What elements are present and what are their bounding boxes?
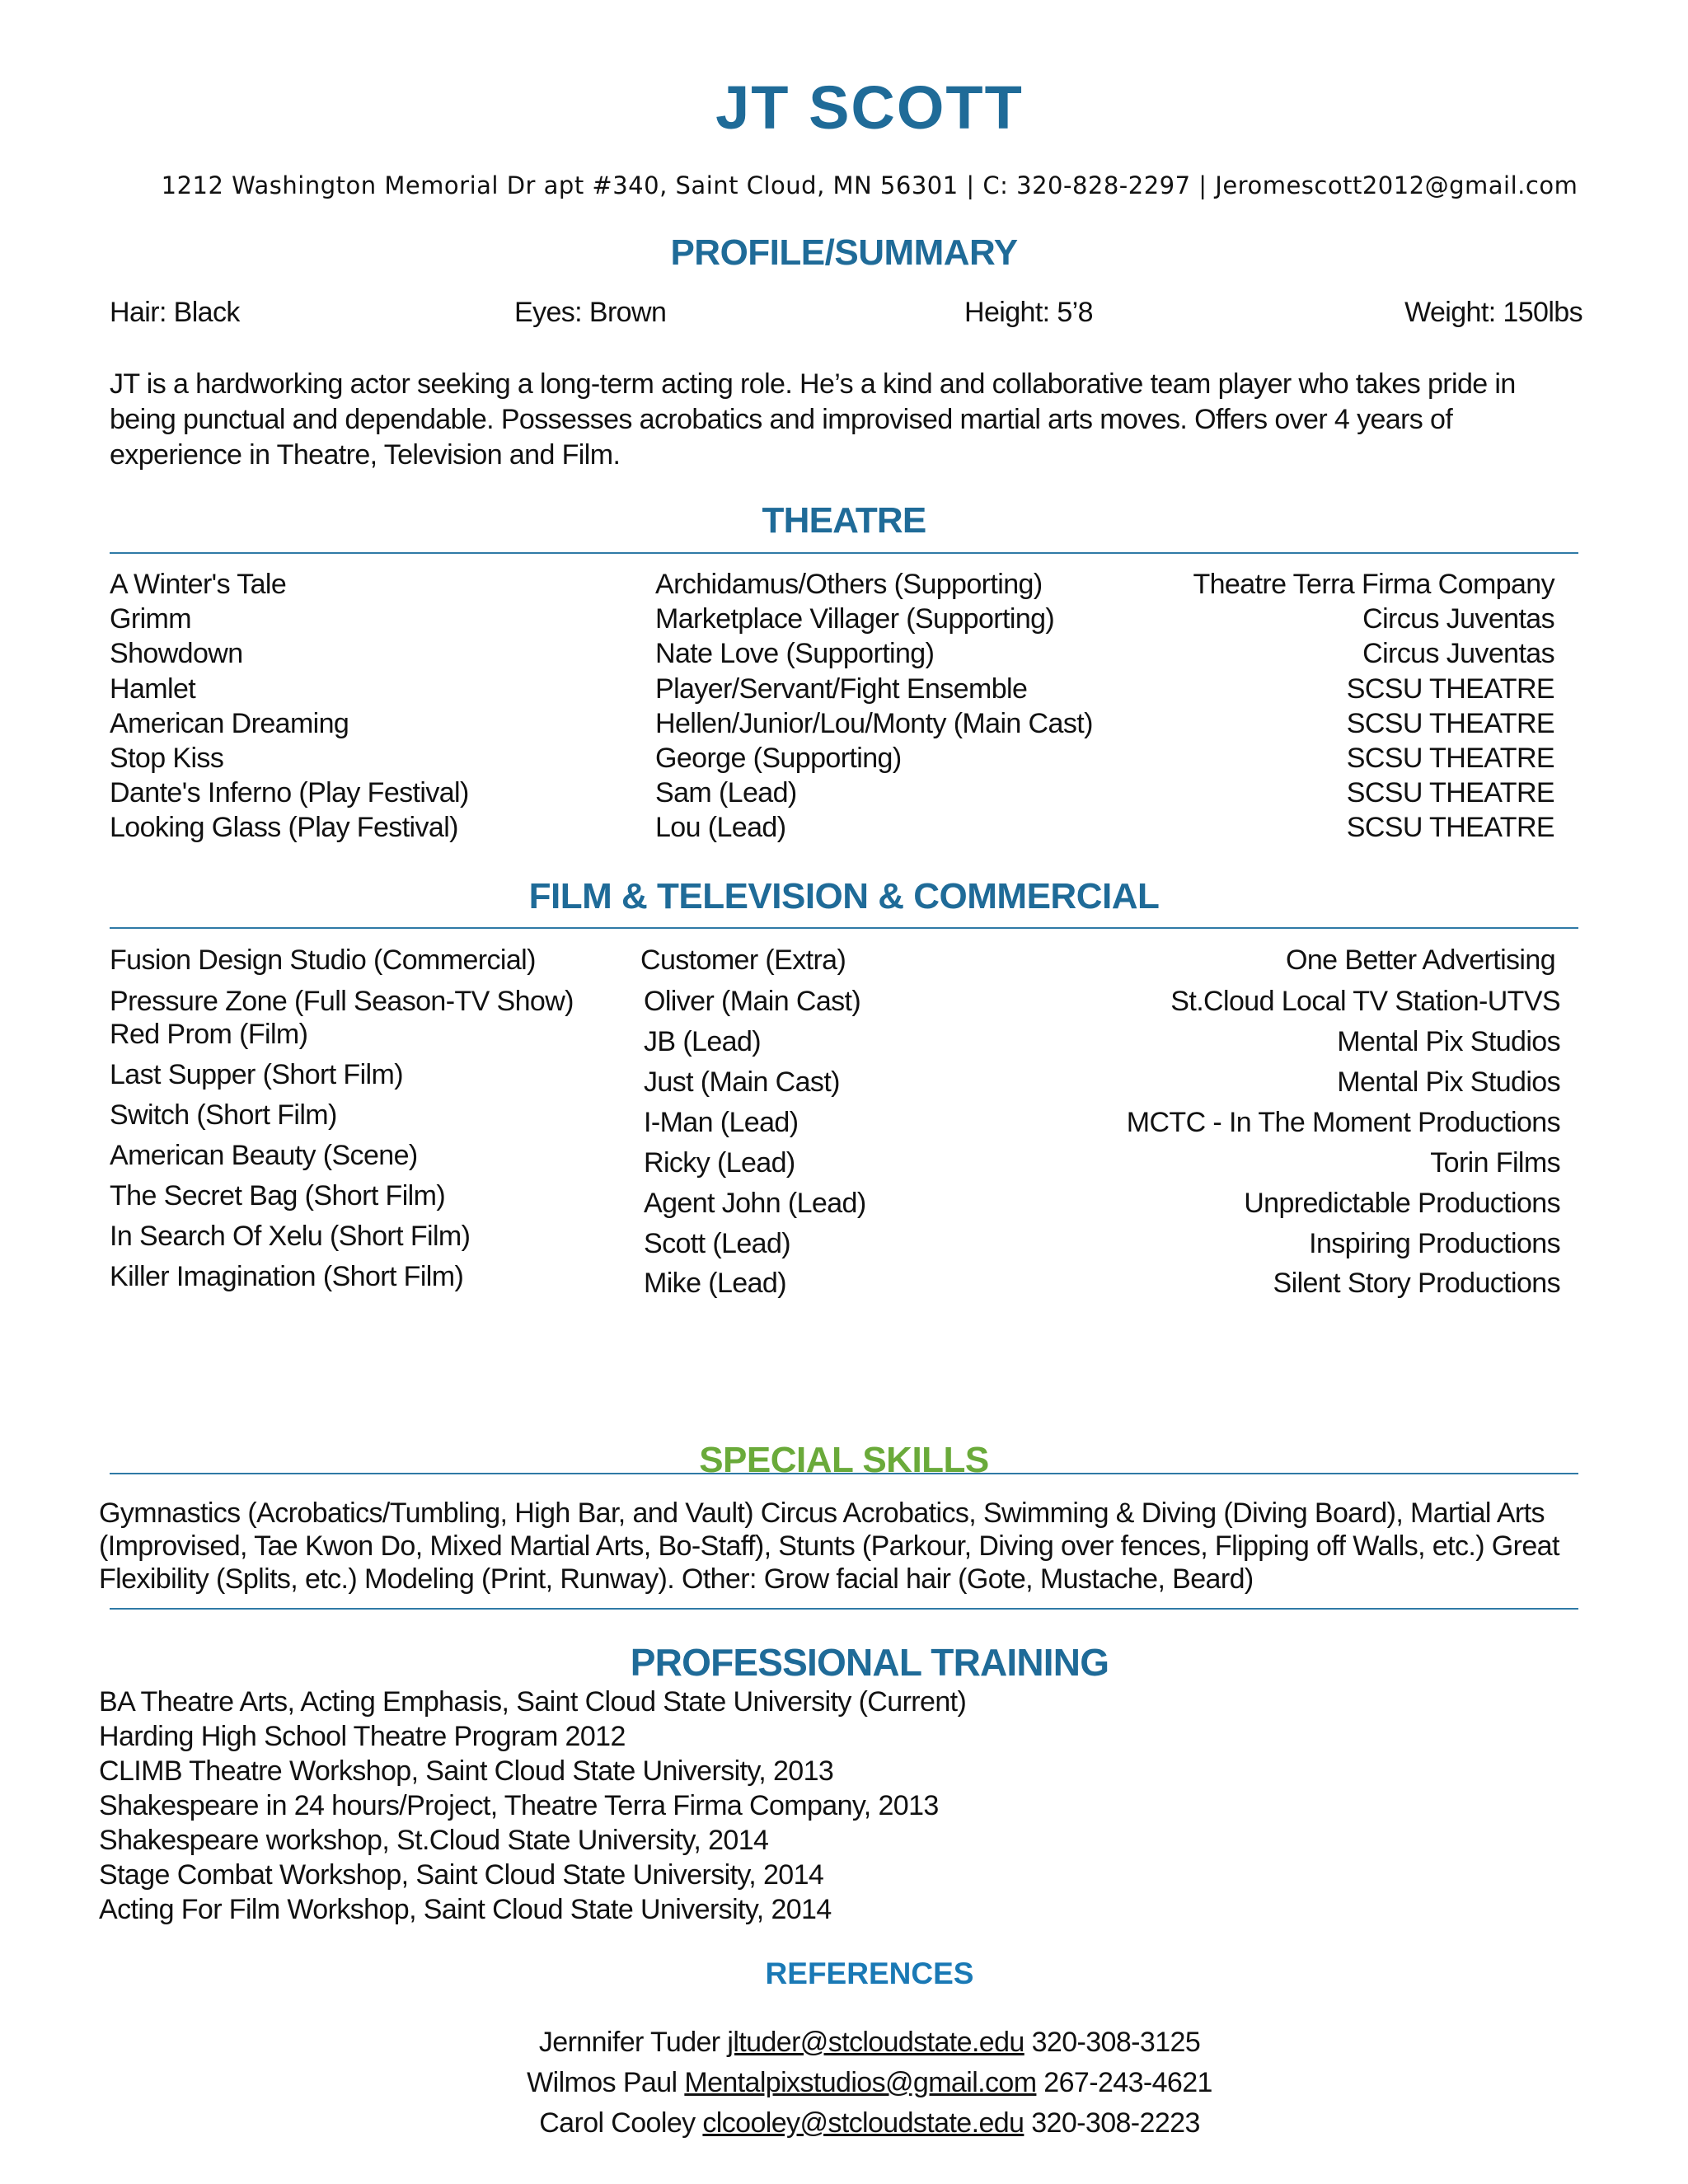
- film-role: Just (Main Cast): [644, 1066, 840, 1098]
- theatre-role: Archidamus/Others (Supporting): [655, 569, 1043, 600]
- training-item: Shakespeare in 24 hours/Project, Theatre Terra Firma Company, 2013: [99, 1790, 939, 1821]
- theatre-company: Circus Juventas: [1362, 638, 1554, 670]
- reference-email-link[interactable]: jltuder@stcloudstate.edu: [727, 2027, 1025, 2058]
- film-role: JB (Lead): [644, 1026, 762, 1057]
- film-company: MCTC - In The Moment Productions: [1126, 1107, 1560, 1138]
- reference-phone: 267-243-4621: [1043, 2067, 1212, 2098]
- theatre-credit-row: [0, 777, 1688, 812]
- reference-entry: [0, 2027, 1688, 2059]
- film-production: Pressure Zone (Full Season-TV Show): [110, 986, 574, 1017]
- training-item: Acting For Film Workshop, Saint Cloud State University, 2014: [99, 1894, 832, 1925]
- film-production: Fusion Design Studio (Commercial): [110, 944, 536, 976]
- film-tv-commercial-heading: FILM & TELEVISION & COMMERCIAL: [528, 876, 1160, 916]
- theatre-credit-row: [0, 569, 1688, 603]
- film-company: Inspiring Productions: [1309, 1228, 1560, 1259]
- training-item: CLIMB Theatre Workshop, Saint Cloud State University, 2013: [99, 1755, 834, 1787]
- film-divider: [110, 927, 1578, 929]
- special-skills-heading: SPECIAL SKILLS: [699, 1440, 989, 1480]
- film-production: The Secret Bag (Short Film): [110, 1180, 446, 1212]
- reference-phone: 320-308-2223: [1031, 2107, 1200, 2139]
- film-company: Silent Story Productions: [1273, 1268, 1560, 1299]
- reference-entry: [0, 2107, 1688, 2139]
- film-role: Mike (Lead): [644, 1268, 786, 1299]
- weight-stat: Weight: 150lbs: [1404, 297, 1582, 328]
- film-company: Unpredictable Productions: [1244, 1188, 1560, 1219]
- film-role: Agent John (Lead): [644, 1188, 866, 1219]
- training-item: Shakespeare workshop, St.Cloud State University, 2014: [99, 1825, 769, 1856]
- film-role: Ricky (Lead): [644, 1147, 795, 1179]
- eyes-stat: Eyes: Brown: [514, 297, 667, 328]
- training-item: BA Theatre Arts, Acting Emphasis, Saint Cloud State University (Current): [99, 1686, 967, 1718]
- film-role: Customer (Extra): [640, 944, 846, 976]
- film-company: Mental Pix Studios: [1337, 1026, 1560, 1057]
- film-company: One Better Advertising: [1286, 944, 1555, 976]
- theatre-company: SCSU THEATRE: [1346, 777, 1554, 809]
- film-production: Killer Imagination (Short Film): [110, 1261, 464, 1292]
- film-role: Scott (Lead): [644, 1228, 791, 1259]
- theatre-role: Player/Servant/Fight Ensemble: [655, 673, 1028, 705]
- profile-summary-heading: PROFILE/SUMMARY: [670, 232, 1018, 273]
- theatre-role: Hellen/Junior/Lou/Monty (Main Cast): [655, 707, 1093, 739]
- film-role: Oliver (Main Cast): [644, 986, 861, 1017]
- film-production: Switch (Short Film): [110, 1099, 337, 1131]
- theatre-credit-row: [0, 638, 1688, 673]
- theatre-production: Grimm: [110, 603, 191, 635]
- skills-bottom-divider: [110, 1608, 1578, 1610]
- special-skills-text: Gymnastics (Acrobatics/Tumbling, High Bar, and Vault) Circus Acrobatics, Swimming & Diving (Diving Board), Martial Arts (Improvised, Tae Kwon Do, Mixed Martial Arts, Bo-Staff), Stunts (Parkour, Diving over fences, Flipping off Walls, etc.) Great Flexibility (Splits, etc.) Modeling (Print, Runway). Other: Grow facial hair (Gote, Mustache, Beard): [99, 1497, 1559, 1595]
- theatre-production: Dante's Inferno (Play Festival): [110, 777, 469, 809]
- theatre-production: American Dreaming: [110, 707, 349, 739]
- film-production: American Beauty (Scene): [110, 1140, 418, 1171]
- training-item: Stage Combat Workshop, Saint Cloud State University, 2014: [99, 1859, 824, 1891]
- theatre-divider: [110, 552, 1578, 554]
- contact-line: 1212 Washington Memorial Dr apt #340, Saint Cloud, MN 56301 | C: 320-828-2297 | Jeromescott2012@gmail.com: [161, 171, 1578, 199]
- hair-stat: Hair: Black: [110, 297, 240, 328]
- theatre-role: Marketplace Villager (Supporting): [655, 603, 1055, 635]
- theatre-company: SCSU THEATRE: [1346, 673, 1554, 705]
- theatre-company: Circus Juventas: [1362, 603, 1554, 635]
- theatre-credit-row: [0, 743, 1688, 777]
- theatre-company: Theatre Terra Firma Company: [1193, 569, 1554, 600]
- reference-name: Wilmos Paul: [527, 2067, 678, 2098]
- theatre-company: SCSU THEATRE: [1346, 812, 1554, 844]
- candidate-name: JT SCOTT: [715, 73, 1024, 142]
- theatre-production: A Winter's Tale: [110, 569, 287, 600]
- profile-summary-text: JT is a hardworking actor seeking a long-term acting role. He’s a kind and collaborative team player who takes pride in being punctual and dependable. Possesses acrobatics and improvised martial arts moves. Offers over 4 years of experience in Theatre, Television and Film.: [110, 368, 1516, 471]
- film-production: Last Supper (Short Film): [110, 1059, 403, 1090]
- theatre-company: SCSU THEATRE: [1346, 743, 1554, 774]
- film-role: I-Man (Lead): [644, 1107, 799, 1138]
- theatre-heading: THEATRE: [762, 500, 926, 541]
- film-company: Mental Pix Studios: [1337, 1066, 1560, 1098]
- reference-name: Carol Cooley: [539, 2107, 696, 2139]
- height-stat: Height: 5’8: [964, 297, 1093, 328]
- reference-phone: 320-308-3125: [1031, 2027, 1201, 2058]
- theatre-production: Looking Glass (Play Festival): [110, 812, 458, 844]
- theatre-credit-row: [0, 673, 1688, 708]
- theatre-credit-row: [0, 708, 1688, 743]
- film-production: Red Prom (Film): [110, 1019, 308, 1050]
- theatre-role: George (Supporting): [655, 743, 902, 774]
- theatre-credit-row: [0, 603, 1688, 638]
- references-heading: REFERENCES: [765, 1957, 974, 1990]
- theatre-production: Hamlet: [110, 673, 196, 705]
- training-item: Harding High School Theatre Program 2012: [99, 1721, 626, 1752]
- theatre-production: Stop Kiss: [110, 743, 224, 774]
- theatre-role: Nate Love (Supporting): [655, 638, 935, 670]
- theatre-credit-row: [0, 812, 1688, 846]
- film-company: Torin Films: [1430, 1147, 1560, 1179]
- theatre-role: Lou (Lead): [655, 812, 786, 844]
- film-production: In Search Of Xelu (Short Film): [110, 1221, 471, 1252]
- theatre-production: Showdown: [110, 638, 243, 670]
- reference-entry: [0, 2067, 1688, 2099]
- reference-name: Jernnifer Tuder: [538, 2027, 720, 2058]
- reference-email-link[interactable]: Mentalpixstudios@gmail.com: [684, 2067, 1037, 2098]
- reference-email-link[interactable]: clcooley@stcloudstate.edu: [702, 2107, 1025, 2139]
- theatre-company: SCSU THEATRE: [1346, 707, 1554, 739]
- theatre-role: Sam (Lead): [655, 777, 797, 809]
- film-company: St.Cloud Local TV Station-UTVS: [1170, 986, 1560, 1017]
- professional-training-heading: PROFESSIONAL TRAINING: [630, 1641, 1109, 1684]
